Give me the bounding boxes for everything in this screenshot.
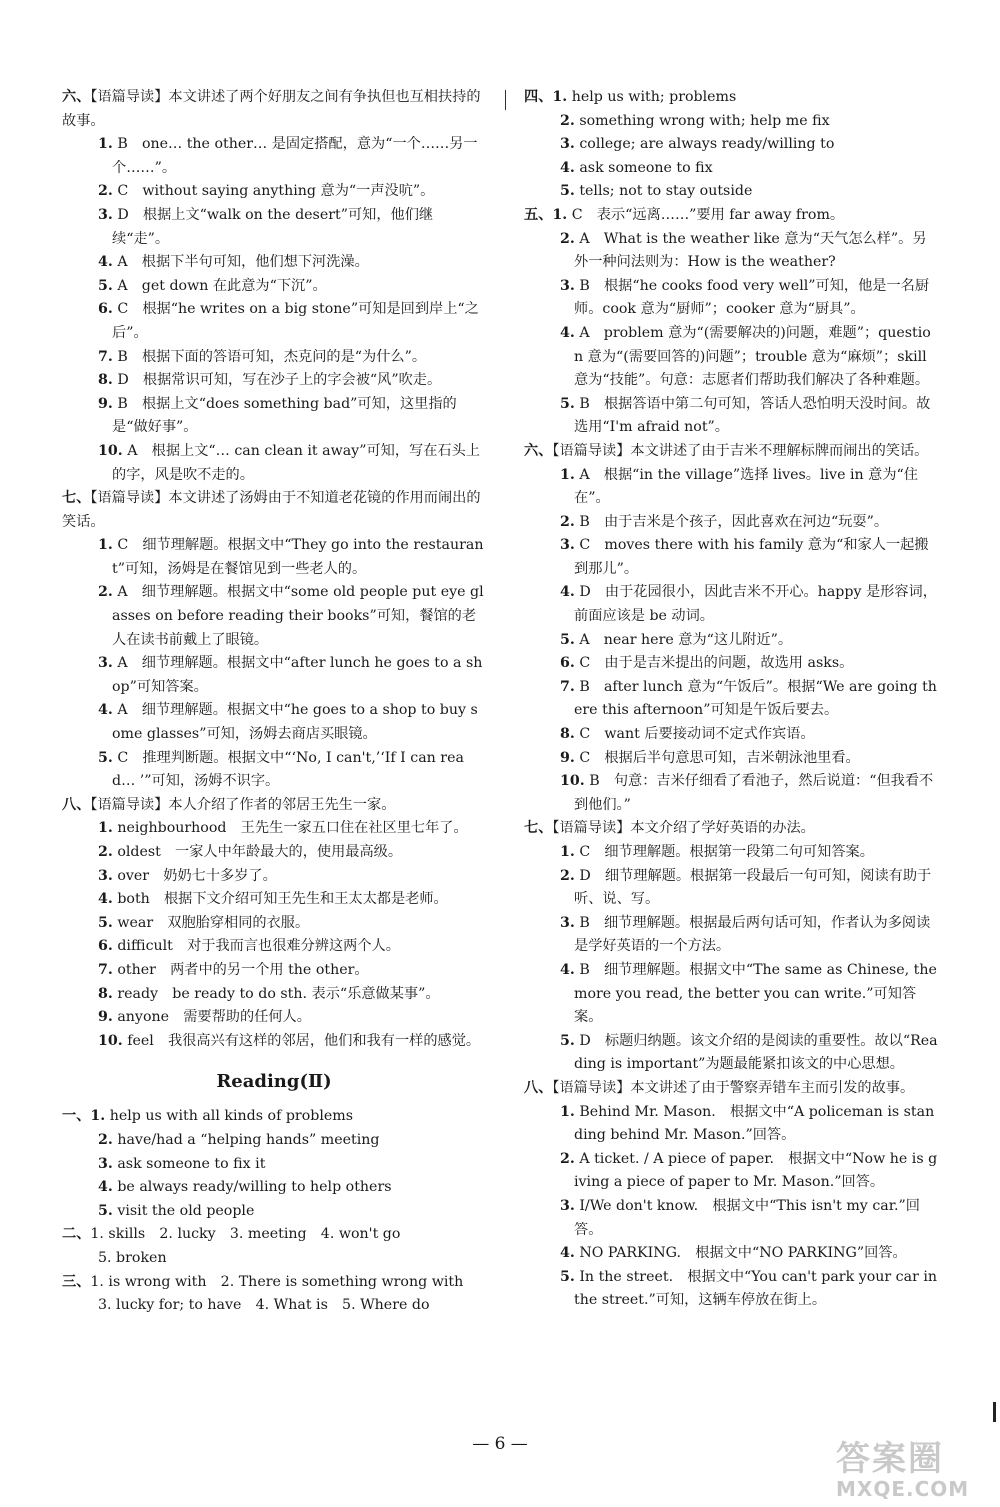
answer-item [62, 204, 486, 251]
item-text: B 句意：吉米仔细看了看池子，然后说道：“但我看不到他们。” [574, 773, 934, 813]
item-number: 2. [560, 230, 575, 247]
reading-ii-title: Reading(Ⅱ) [216, 1071, 332, 1093]
section-header: 八、【语篇导读】本人介绍了作者的邻居王先生一家。 [62, 796, 396, 813]
item-text: something wrong with; help me fix [579, 112, 830, 129]
item-text: A 细节理解题。根据文中“after lunch he goes to a shop”可知答案。 [112, 655, 483, 695]
section-header: 七、【语篇导读】本文介绍了学好英语的办法。 [524, 820, 815, 837]
item-number: 5. [98, 1202, 113, 1219]
section-header: 六、【语篇导读】本文讲述了两个好朋友之间有争执但也互相扶持的故事。 [62, 89, 481, 129]
answer-item [62, 1105, 486, 1129]
answer-item [62, 534, 486, 581]
item-number: 5. [560, 1268, 575, 1285]
item-number: 10. [98, 1032, 123, 1049]
item-text: have/had a “helping hands” meeting [117, 1131, 380, 1148]
answer-item [524, 723, 938, 747]
item-number: 10. [560, 773, 585, 790]
item-number: 3. [98, 867, 113, 884]
item-text: college; are always ready/willing to [579, 136, 835, 153]
item-number: 3. [560, 136, 575, 153]
item-number: 3. [98, 655, 113, 672]
answer-item [62, 251, 486, 275]
right-column [524, 86, 938, 1313]
item-text: C 表示“远离……”要用 far away from。 [571, 206, 845, 223]
answer-item [524, 511, 938, 535]
section-8-left [62, 794, 486, 1054]
section-8-right [524, 1077, 938, 1313]
item-text: neighbourhood 王先生一家五口住在社区里七年了。 [117, 820, 468, 837]
answer-item [62, 841, 486, 865]
margin-mark [993, 1402, 996, 1422]
item-text: ask someone to fix [579, 159, 713, 176]
answer-item [62, 699, 486, 746]
item-number: 3. [98, 206, 113, 223]
item-text: D 根据常识可知，写在沙子上的字会被“风”吹走。 [117, 372, 442, 389]
item-number: 5. [560, 1032, 575, 1049]
answer-item [524, 1266, 938, 1313]
reading-section-3: 三、1. is wrong with 2. There is something wrong with 3. lucky for; to have 4. What is 5. Where do [62, 1271, 486, 1318]
reading-guide: 【语篇导读】本文讲述了由于吉米不理解标牌而闹出的笑话。 [552, 442, 929, 459]
item-number: 3. [560, 1197, 575, 1214]
answer-item [524, 110, 938, 134]
item-text: A 细节理解题。根据文中“he goes to a shop to buy some glasses”可知，汤姆去商店买眼镜。 [112, 702, 478, 743]
item-text: B 根据上文“does something bad”可知，这里指的是“做好事”。 [112, 395, 457, 436]
item-text: In the street. 根据文中“You can't park your car in the street.”可知，这辆车停放在街上。 [574, 1268, 938, 1309]
answer-line: 1. is wrong with 2. There is something wrong with [90, 1273, 464, 1290]
item-text: B 细节理解题。根据文中“The same as Chinese, the more you read, the better you can write.”可知答案。 [574, 961, 937, 1026]
item-number: 4. [98, 1179, 113, 1196]
reading-guide: 【语篇导读】本文讲述了汤姆由于不知道老花镜的作用而闹出的笑话。 [62, 490, 481, 530]
item-number: 4. [98, 891, 113, 908]
answer-item [62, 298, 486, 345]
item-number: 1. [552, 89, 568, 105]
answer-item [524, 275, 938, 322]
item-number: 2. [560, 513, 575, 530]
item-number: 1. [98, 136, 113, 153]
item-number: 2. [98, 844, 113, 860]
item-number: 4. [560, 159, 575, 176]
item-text: D 标题归纳题。该文介绍的是阅读的重要性。故以“Reading is important”为题最能紧扣该文的中心思想。 [574, 1032, 938, 1073]
item-text: D 根据上文“walk on the desert”可知，他们继续“走”。 [112, 206, 434, 247]
answer-item [62, 180, 486, 204]
answer-line: 3. lucky for; to have 4. What is 5. Where do [98, 1297, 430, 1314]
answer-item [524, 393, 938, 440]
item-number: 1. [560, 844, 575, 860]
answer-item [524, 652, 938, 676]
reading-guide: 【语篇导读】本文介绍了学好英语的办法。 [552, 820, 815, 837]
answer-item [62, 983, 486, 1007]
item-number: 5. [560, 183, 575, 200]
item-number: 5. [560, 395, 575, 412]
section-6-right [524, 440, 938, 818]
item-number: 1. [98, 537, 113, 554]
item-text: anyone 需要帮助的任何人。 [117, 1009, 311, 1026]
item-number: 4. [560, 584, 575, 601]
item-text: A 根据上文“… can clean it away”可知，写在石头上的字，风是吹不走的。 [112, 442, 480, 483]
answer-item [62, 747, 486, 794]
item-text: ready be ready to do sth. 表示“乐意做某事”。 [117, 985, 440, 1002]
answer-item [62, 1006, 486, 1030]
item-text: A 细节理解题。根据文中“some old people put eye glasses on before reading their books”可知，餐馆的老人在读书前戴上了眼镜。 [112, 584, 484, 648]
item-number: 6. [98, 938, 113, 955]
section-header: 八、【语篇导读】本文讲述了由于警察弄错车主而引发的故事。 [524, 1079, 915, 1096]
answer-item [524, 581, 938, 628]
item-number: 4. [560, 324, 575, 341]
item-text: B 根据下面的答语可知，杰克问的是“为什么”。 [117, 348, 427, 365]
answer-list [62, 534, 486, 794]
answer-item [62, 888, 486, 912]
answer-item [524, 676, 938, 723]
item-number: 2. [98, 1131, 113, 1148]
answer-item [62, 369, 486, 393]
reading-guide: 【语篇导读】本文讲述了两个好朋友之间有争执但也互相扶持的故事。 [62, 89, 481, 129]
answer-line: 5. broken [98, 1249, 167, 1266]
item-number: 4. [560, 1245, 575, 1262]
answer-item [524, 228, 938, 275]
answer-item [62, 912, 486, 936]
item-number: 5. [98, 277, 113, 294]
item-text: both 根据下文介绍可知王先生和王太太都是老师。 [117, 891, 448, 908]
item-number: 2. [560, 112, 575, 129]
reading-section-1 [62, 1105, 486, 1223]
section-number: 四、 [524, 89, 553, 105]
item-text: help us with all kinds of problems [109, 1108, 353, 1125]
item-text: ask someone to fix it [117, 1155, 266, 1172]
answer-item [62, 1176, 486, 1200]
column-divider [505, 90, 506, 110]
item-number: 3. [560, 914, 575, 931]
item-number: 7. [98, 961, 113, 978]
answer-item [524, 1030, 938, 1077]
item-number: 4. [560, 961, 575, 978]
answer-item [524, 204, 938, 228]
item-text: B 根据答语中第二句可知，答话人恐怕明天没时间。故选用“I'm afraid not”。 [574, 395, 931, 436]
answer-list [62, 133, 486, 487]
answer-list [62, 1105, 486, 1223]
item-number: 2. [98, 584, 113, 601]
answer-list [524, 86, 938, 204]
item-text: difficult 对于我而言也很难分辨这两个人。 [117, 938, 400, 955]
item-number: 4. [98, 254, 113, 271]
item-number: 8. [560, 726, 575, 743]
item-number: 1. [98, 820, 113, 837]
item-text: tells; not to stay outside [579, 183, 753, 200]
item-text: other 两者中的另一个用 the other。 [117, 961, 369, 978]
answer-item [524, 747, 938, 771]
item-text: C moves there with his family 意为“和家人一起搬到那儿”。 [574, 537, 929, 577]
item-text: C 根据“he writes on a big stone”可知是回到岸上“之后”。 [112, 301, 479, 341]
watermark-text: 答案圈 [836, 1439, 944, 1479]
answer-item [62, 275, 486, 299]
item-text: help us with; problems [571, 89, 737, 105]
section-number: 一、 [62, 1108, 91, 1125]
answer-item [524, 157, 938, 181]
reading-guide: 【语篇导读】本人介绍了作者的邻居王先生一家。 [90, 796, 396, 813]
item-text: A ticket. / A piece of paper. 根据文中“Now he is giving a piece of paper to Mr. Mason.”回答。 [574, 1150, 938, 1191]
item-text: I/We don't know. 根据文中“This isn't my car.”回答。 [574, 1197, 920, 1238]
answer-item [62, 346, 486, 370]
answer-item [524, 959, 938, 1030]
section-4-right [524, 86, 938, 204]
item-text: C without saying anything 意为“一声没吭”。 [117, 183, 435, 200]
answer-item [62, 817, 486, 841]
item-number: 3. [560, 277, 575, 294]
item-number: 1. [560, 466, 575, 483]
item-text: be always ready/willing to help others [117, 1179, 392, 1196]
item-number: 1. [90, 1108, 106, 1125]
item-number: 10. [98, 442, 123, 459]
answer-item [524, 770, 938, 817]
item-number: 8. [98, 372, 113, 389]
answer-item [524, 180, 938, 204]
item-number: 6. [560, 655, 575, 672]
answer-item [62, 133, 486, 180]
item-text: A near here 意为“这儿附近”。 [579, 631, 793, 648]
answer-item [62, 1153, 486, 1177]
item-text: A 根据下半句可知，他们想下河洗澡。 [117, 254, 369, 271]
left-column [62, 86, 486, 1318]
item-text: feel 我很高兴有这样的邻居，他们和我有一样的感觉。 [127, 1032, 481, 1049]
item-number: 2. [560, 867, 575, 884]
answer-item [524, 1195, 938, 1242]
section-header: 六、【语篇导读】本文讲述了由于吉米不理解标牌而闹出的笑话。 [524, 442, 929, 459]
section-5-right [524, 204, 938, 440]
section-number: 五、 [524, 206, 553, 223]
watermark-logo [836, 1440, 986, 1500]
item-number: 9. [98, 1009, 113, 1026]
answer-item [62, 1030, 486, 1054]
item-text: D 细节理解题。根据第一段最后一句可知，阅读有助于听、说、写。 [574, 867, 932, 908]
answer-item [524, 133, 938, 157]
item-number: 9. [98, 395, 113, 412]
item-number: 7. [560, 678, 575, 695]
item-text: oldest 一家人中年龄最大的，使用最高级。 [117, 844, 403, 860]
item-number: 4. [98, 702, 113, 719]
answer-item [62, 581, 486, 652]
answer-list [524, 1101, 938, 1313]
item-text: B 根据“he cooks food very well”可知，他是一名厨师。cook 意为“厨师”；cooker 意为“厨具”。 [574, 277, 930, 318]
item-text: visit the old people [117, 1202, 255, 1219]
item-number: 1. [560, 1103, 575, 1120]
answer-item [524, 1148, 938, 1195]
answer-item [62, 393, 486, 440]
item-text: A problem 意为“(需要解决的)问题，难题”；question 意为“(需要回答的)问题”；trouble 意为“麻烦”；skill 意为“技能”。句意：志愿者们帮助我们解决了各种难题。 [574, 324, 931, 389]
reading-section-2: 二、1. skills 2. lucky 3. meeting 4. won't go 5. broken [62, 1223, 486, 1270]
item-text: C 根据后半句意思可知，吉米朝泳池里看。 [579, 749, 860, 766]
item-text: C 细节理解题。根据文中“They go into the restaurant”可知，汤姆是在餐馆见到一些老人的。 [112, 537, 484, 577]
item-number: 3. [560, 537, 575, 554]
answer-list [62, 817, 486, 1053]
item-text: B one… the other… 是固定搭配，意为“一个……另一个……”。 [112, 136, 478, 176]
answer-item [524, 1242, 938, 1266]
item-text: wear 双胞胎穿相同的衣服。 [117, 914, 310, 931]
answer-item [62, 652, 486, 699]
page-number: — 6 — [472, 1434, 528, 1454]
item-number: 2. [98, 183, 113, 200]
answer-item [62, 1129, 486, 1153]
item-text: B 细节理解题。根据最后两句话可知，作者认为多阅读是学好英语的一个方法。 [574, 914, 931, 955]
section-7-left [62, 487, 486, 794]
watermark-url: MXQE.COM [836, 1477, 970, 1501]
section-6-left [62, 86, 486, 487]
answer-item [524, 534, 938, 581]
item-text: NO PARKING. 根据文中“NO PARKING”回答。 [579, 1245, 907, 1262]
item-text: A get down 在此意为“下沉”。 [117, 277, 327, 294]
item-text: B after lunch 意为“午饭后”。根据“We are going there this afternoon”可知是午饭后要去。 [574, 678, 937, 719]
item-number: 3. [98, 1155, 113, 1172]
answer-item [524, 865, 938, 912]
answer-list [524, 464, 938, 818]
answer-item [524, 912, 938, 959]
item-text: Behind Mr. Mason. 根据文中“A policeman is standing behind Mr. Mason.”回答。 [574, 1103, 935, 1144]
item-text: C 细节理解题。根据第一段第二句可知答案。 [579, 844, 874, 860]
item-text: C 推理判断题。根据文中“‘No, I can't,’‘If I can read… ’”可知，汤姆不识字。 [112, 749, 464, 790]
answer-item [62, 959, 486, 983]
answer-item [524, 841, 938, 865]
answer-list [524, 204, 938, 440]
item-text: C 由于是吉米提出的问题，故选用 asks。 [579, 655, 854, 672]
item-number: 8. [98, 985, 113, 1002]
item-text: over 奶奶七十多岁了。 [117, 867, 277, 884]
section-7-right [524, 817, 938, 1077]
item-text: B 由于吉米是个孩子，因此喜欢在河边“玩耍”。 [579, 513, 889, 530]
item-number: 7. [98, 348, 113, 365]
answer-item [524, 86, 938, 110]
answer-line: 1. skills 2. lucky 3. meeting 4. won't go [90, 1226, 401, 1243]
item-text: C want 后要接动词不定式作宾语。 [579, 726, 815, 743]
answer-item [524, 322, 938, 393]
answer-item [524, 629, 938, 653]
item-number: 5. [98, 914, 113, 931]
answer-item [62, 1200, 486, 1224]
item-number: 2. [560, 1150, 575, 1167]
answer-item [62, 935, 486, 959]
item-number: 5. [560, 631, 575, 648]
answer-item [524, 464, 938, 511]
item-number: 5. [98, 749, 113, 766]
answer-item [62, 440, 486, 487]
answer-item [62, 865, 486, 889]
item-text: D 由于花园很小，因此吉米不开心。happy 是形容词，前面应该是 be 动词。 [574, 584, 937, 625]
item-number: 1. [552, 206, 568, 223]
answer-list [524, 841, 938, 1077]
item-number: 9. [560, 749, 575, 766]
reading-guide: 【语篇导读】本文讲述了由于警察弄错车主而引发的故事。 [552, 1079, 915, 1096]
item-number: 6. [98, 301, 113, 318]
item-text: A What is the weather like 意为“天气怎么样”。另外一种问法则为：How is the weather? [574, 230, 927, 271]
answer-item [524, 1101, 938, 1148]
section-header: 七、【语篇导读】本文讲述了汤姆由于不知道老花镜的作用而闹出的笑话。 [62, 490, 481, 530]
item-text: A 根据“in the village”选择 lives。live in 意为“住在”。 [574, 466, 918, 507]
